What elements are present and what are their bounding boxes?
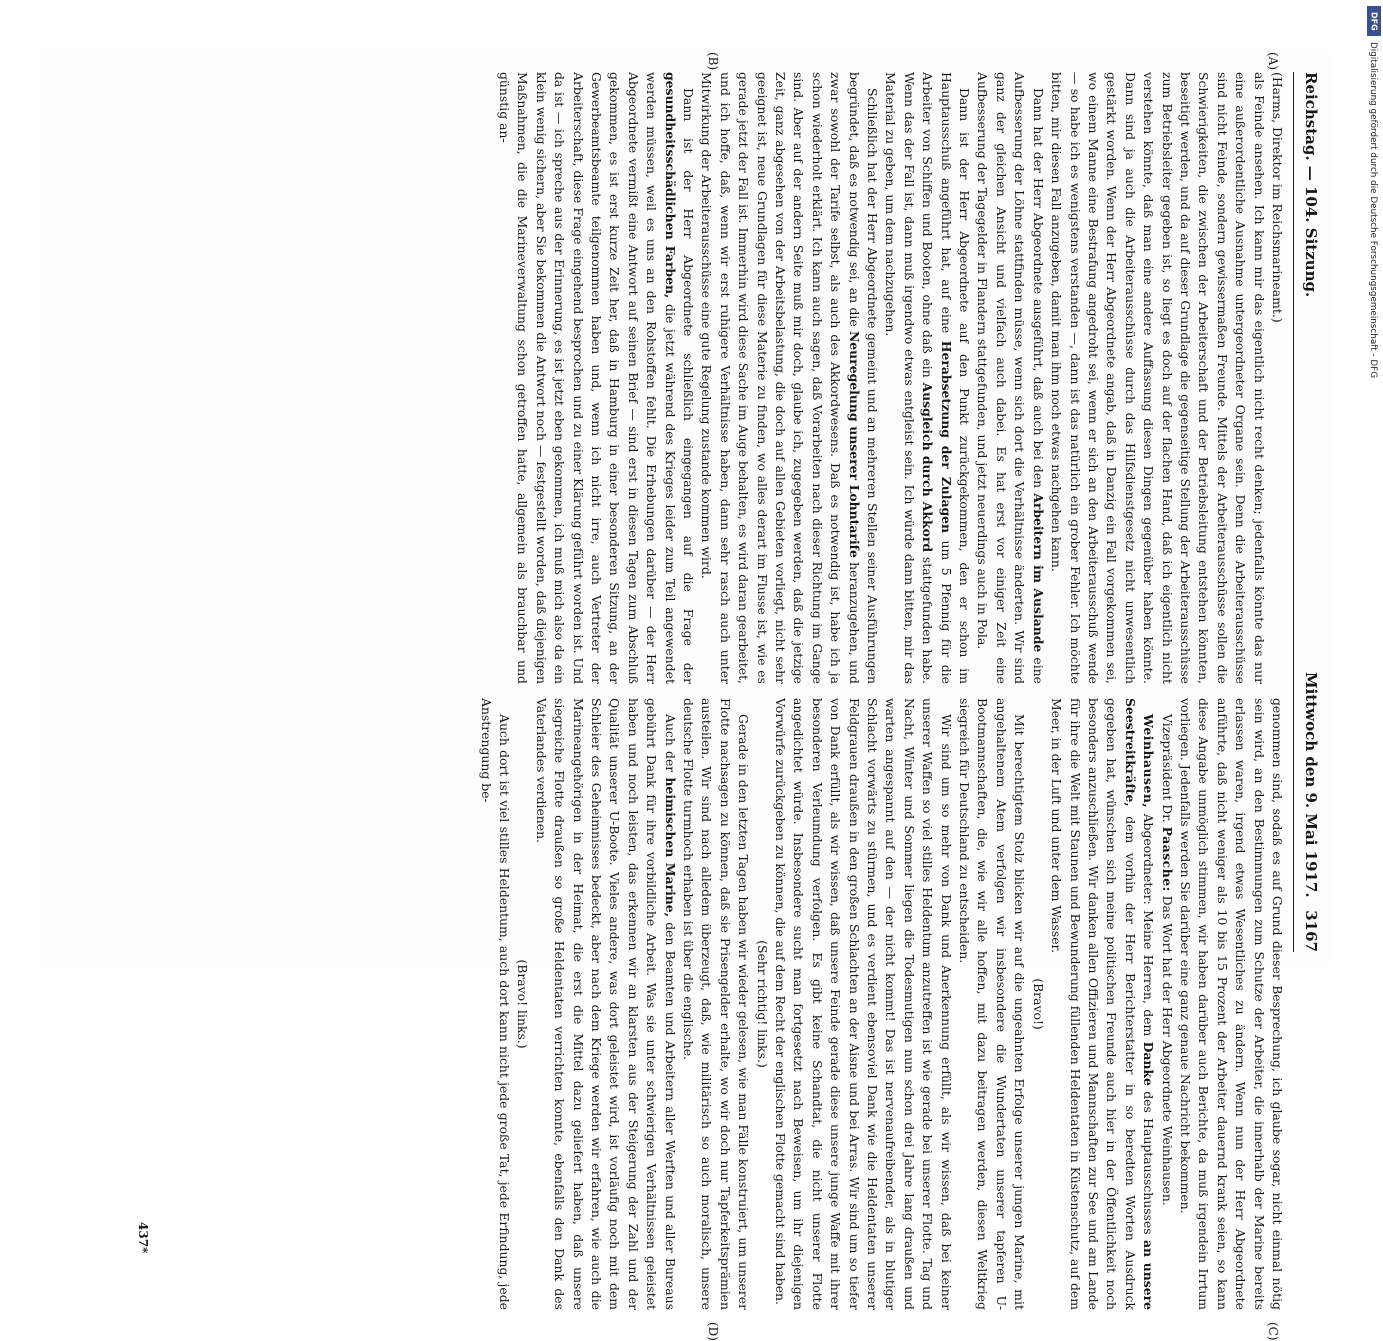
- text-run: Dann ist der Herr Abgeordnete schließlich eingegangen auf die Frage der: [681, 88, 696, 684]
- speaker-line: (Harms, Direktor im Reichsmarineamt.): [1270, 72, 1285, 323]
- funding-note: Digitalisierung gefördert durch die Deutsche Forschungsgemeinschaft - DFG: [1368, 42, 1378, 379]
- right-column: [136, 698, 1286, 1310]
- page-header: [1296, 72, 1326, 952]
- speaker-line-text: Harms, Direktor im Reichsmarineamt.): [1270, 76, 1285, 323]
- text-run: eine Aufbesserung der Löhne stattfinden müsse, wenn sich dort die Verhältnisse änderten. Wir sind ganz der gleichen Ansicht und vielfach auch dabei. Es hat erst vor einiger Zeit eine Aufbesserung der Tagegelder in Flandern stattgefunden, und jetzt neuerdings auch in Pola.: [975, 72, 1046, 684]
- text-run: des Hauptausschusses: [1141, 1085, 1157, 1240]
- applause-note: (Bravo!): [1030, 978, 1046, 1030]
- header-rule: [1293, 72, 1294, 952]
- text-run: Dann ist der Herr Abgeordnete auf den Punkt zurückgekommen, den er schon im Hauptausschuß angeführt hat, auf eine: [938, 72, 973, 684]
- text-run: Abgeordneter: Meine Herren, dem: [1141, 808, 1157, 1042]
- paragraph: Auch dort ist viel stilles Heldentum, auch dort kann nicht jede große Tat, jede Erfindung, jede Anstrengung be-: [478, 698, 512, 1310]
- text-run: dem vorhin der Herr Berichterstatter in so beredten Worten Ausdruck gegeben hat, wünschen sich meine politischen Freunde auch hier in der Öffentlichkeit noch besonders anzuschließen. Wir danken allen Offizieren und Mannschaften zur See und am Lande für ihre die Welt mit Staunen und Bewunderung füllenden Heldentaten in Küstenschutz, auf dem Meer, in der Luft und unter dem Wasser.: [1049, 698, 1138, 1310]
- digitization-note: [1367, 6, 1383, 994]
- bold-phrase: Danke: [1141, 1041, 1157, 1086]
- paragraph: Wir sind um so mehr von Dank und Anerkennung erfüllt, als wir wissen, daß bei keiner unserer Waffen so viel stilles Heldentum anzutreffen ist wie gerade bei unserer Flotte. Tag und Nacht, Winter und Sommer liegen die Todesmutigen nun schon drei Jahre lang draußen und warten angespannt auf den — der nicht kommt! Das ist nervenaufreibender, als in blutiger Schlacht vorwärts zu stürmen, und es verdient ebensoviel Dank wie die Heldentaten unserer Feldgrauen draußen in den großen Schlachten an der Aisne und bei Arras. Wir sind um so tiefer von Dank erfüllt, als wir wissen, daß unsere Feinde gerade diese unsere junge Waffe mit ihrer besonderen Verleumdung verfolgen. Es gibt keine Schandtat, die nicht unserer Flotte angedichtet würde. Insbesondere sucht man fortgesetzt nach Beweisen, um ihr diejenigen Vorwürfe zurückgeben zu können, die auf dem Recht der englischen Flotte gemacht sind haben.: [773, 698, 954, 1310]
- text-run: Das Wort hat der Herr Abgeordnete Weinhausen.: [1159, 891, 1175, 1206]
- margin-letter-b: (B): [706, 52, 720, 71]
- paragraph: als Feinde ansehen. Ich kann mir das eigentlich nicht recht denken; jedenfalls könnte das nur eine außerordentliche Ausnahme untergeordneter Organe sein. Denn die Arbeiterausschüsse sind nicht Feinde, sondern gewissermaßen Freunde. Mittels der Arbeiterausschüsse sollen die Schwierigkeiten, die zwischen der Arbeiterschaft und der Betriebsleitung entstehen könnten, beseitigt werden, und da auf dieser Grundlage die gegenseitige Stellung der Arbeiterausschüsse zum Betriebsleiter gegeben ist, so liegt es doch auf der flachen Hand, daß ich eigentlich nicht verstehen könnte, daß man eine andere Auffassung diesen Dingen gegenüber haben könnte. Dann sind ja auch die Arbeiterausschüsse durch das Hilfsdienstgesetz nicht unwesentlich gestärkt worden. Wenn der Herr Abgeordnete angab, daß in Danzig ein Fall vorgekommen sei, wo einem Manne eine Bestrafung angedroht sei, wenn er sich an den Arbeiterausschuß wende — so habe ich es wenigstens verstanden —, dann ist das natürlich ein grober Fehler. Ich möchte bitten, mir diesen Fall anzugeben, damit man ihm noch etwas nachgehen kann.: [1049, 72, 1267, 684]
- paragraph: [1157, 698, 1175, 1310]
- bold-phrase: gesundheitsschädlichen Farben,: [662, 72, 678, 299]
- paragraph: [495, 72, 697, 684]
- margin-letter-c: (C): [1266, 1322, 1280, 1341]
- text-run: Auch der: [662, 714, 678, 778]
- text-run: Dann hat der Herr Abgeordnete ausgeführt, daß auch bei den: [1030, 88, 1046, 494]
- text-run: heranzugehen, und zwar sowohl der Tarife selbst, als auch des Akkordwesens. Daß es notwendig ist, habe ich ja schon wiederholt erklärt. Ich kann auch sagen, daß Vorarbeiten nach dieser Richtung im Gange sind. Aber auf der andern Seite muß mir doch, glaube ich, zugegeben werden, daß die jetzige Zeit, ganz abgesehen von der Arbeitsbelastung, die doch auf allen Gebieten vorliegt, nicht sehr geeignet ist, neue Grundlagen für diese Materie zu finden, wo alles derart im Flusse ist, wie es gerade jetzt der Fall ist. Immerhin wird diese Sache im Auge behalten, es wird daran gearbeitet, und ich hoffe, daß, wenn wir erst ruhigere Verhältnisse haben, dann sehr rasch auch unter Mitwirkung der Arbeiterausschüsse eine gute Regelung zustande kommen wird.: [699, 72, 862, 684]
- text-run: Schließlich hat der Herr Abgeordnete gemeint und an mehreren Stellen seiner Ausführungen begründet, daß es notwendig sei, an die: [846, 72, 881, 684]
- session-title: Reichstag. — 104. Sitzung.: [1302, 72, 1320, 298]
- text-run: Vizepräsident Dr.: [1159, 714, 1175, 827]
- paragraph: [697, 72, 881, 684]
- page-number: 3167: [1302, 910, 1320, 952]
- margin-letter-d: (D): [706, 1322, 720, 1341]
- dfg-logo: DFG: [1367, 6, 1381, 36]
- text-run: die jetzt während des Krieges leider zum Teil angewendet werden müssen, weil es uns an den Rohstoffen fehlt. Die Erhebungen darüber — der Herr Abgeordnete vermißt eine Antwort auf seinen Brief — sind erst in diesen Tagen zum Abschluß gekommen, es ist erst kurze Zeit her, daß in Hamburg in einer besonderen Sitzung, an der Gewerbeamtsbeamte teilgenommen haben und, wenn ich nicht irre, auch Vertreter der Arbeiterschaft, diese Frage eingehend besprochen und zu einer Klärung geführt worden ist. Und da ist — ich spreche aus der Erinnerung, es ist jetzt eben gekommen, ich muß mich also da ein klein wenig sichern, aber Sie bekommen die Antwort noch — festgestellt worden, daß diejenigen Maßnahmen, die die Marineverwaltung schon getroffen hatte, allgemein als brauchbar und günstig an-: [496, 72, 678, 684]
- applause-note: (Sehr richtig! links.): [754, 940, 770, 1068]
- left-column: [136, 72, 1286, 684]
- paragraph: [531, 698, 678, 1310]
- bold-phrase: Herabsetzung der Zulagen: [938, 340, 954, 534]
- text-run: um 5 Pfennig für die Arbeiter von Schiffen und Booten, ohne daß ein: [920, 72, 954, 684]
- sheet-signature: 437*: [136, 1222, 150, 1254]
- paragraph: genommen sind, sodaß es auf Grund dieser Besprechung, ich glaube sogar, nicht einmal nötig sein wird, an den Bestimmungen zum Schutze der Arbeiter, die innerhalb der Marine bereits erlassen waren, irgend etwas Wesentliches zu ändern. Wenn nun der Herr Abgeordnete anführte, daß nicht weniger als 10 bis 15 Prozent der Arbeiter dauernd krank seien, so kann diese Angabe unmöglich stimmen, wir haben darüber auch Berichte, da muß irgendein Irrtum vorliegen. Jedenfalls werden Sie darüber eine ganz genaue Nachricht bekommen.: [1177, 698, 1285, 1310]
- paragraph: [1047, 698, 1157, 1310]
- bold-phrase: Neuregelung unserer Lohntarife: [846, 330, 862, 558]
- text-run: stattgefunden habe. Wenn das der Fall ist, dann muß irgendwo etwas entgleist sein. Ich würde dann bitten, mir das Material zu geben, um dem nachzugehen.: [883, 72, 936, 684]
- speaker-name: Weinhausen,: [1141, 714, 1157, 809]
- paragraph: [881, 72, 973, 684]
- paragraph: Gerade in den letzten Tagen haben wir wieder gelesen, wie man Fälle konstruiert, um unserer Flotte nachsagen zu können, daß sie Prisengelder erhalte, wo wir doch nur Tapferkeitsprämien austeilen. Wir sind nach alledem überzeugt, daß, wie militärisch so auch moralisch, unsere deutsche Flotte turmhoch erhaben ist über die englische.: [681, 698, 752, 1310]
- bold-phrase: heimischen Marine,: [662, 777, 678, 918]
- session-date: Mittwoch den 9. Mai 1917.: [1302, 672, 1320, 898]
- bold-phrase: Ausgleich durch Akkord: [920, 382, 936, 553]
- document-page: [40, 52, 1330, 1341]
- applause-note: (Bravo! links.): [515, 959, 531, 1049]
- speaker-name: Paasche:: [1159, 826, 1175, 892]
- bold-phrase: Arbeitern im Auslande: [1030, 493, 1046, 653]
- bold-phrase: an unsere Seestreitkräfte,: [1122, 698, 1157, 1310]
- paragraph: [973, 72, 1047, 684]
- margin-letter-a: (A): [1266, 52, 1280, 71]
- text-run: den Beamten und Arbeitern aller Werften und aller Bureaus gebührt Dank für ihre vorbildliche Arbeit. Was sie unter schwierigen Verhältnissen geleistet haben und noch leisten, das erkennen wir an klarsten aus der Steigerung der Zahl und der Qualität unserer U-Boote. Vieles andere, was dort geleistet wird, ist vorläufig noch mit dem Schleier des Geheimnisses bedeckt, aber nach dem Kriege werden wir erfahren, wie auch die Marineangehörigen in der Heimat, die erst die Mittel dazu geliefert haben, daß unsere siegreiche Flotte draußen so große Heldentaten verrichten konnte, ebenfalls den Dank des Vaterlandes verdienen.: [533, 698, 678, 1310]
- paragraph: Mit berechtigtem Stolz blicken wir auf die ungeahnten Erfolge unserer jungen Marine, mit angehaltenem Atem verfolgen wir insbesondere die Wundertaten unserer tapferen U-Bootmannschaften, die, wie wir alle hoffen, mit dazu beitragen werden, diesen Weltkrieg siegreich für Deutschland zu entscheiden.: [957, 698, 1028, 1310]
